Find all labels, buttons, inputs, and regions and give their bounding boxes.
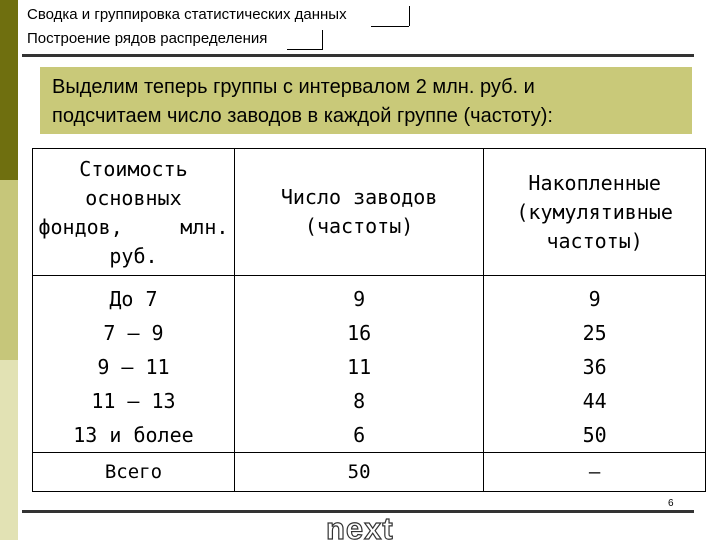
table-row bbox=[33, 418, 706, 453]
frequency-cell: 8 bbox=[234, 384, 483, 418]
decor-bar-top bbox=[0, 0, 18, 180]
frequency-cell: 9 bbox=[234, 276, 483, 317]
header-cell-frequency: Число заводов (частоты) bbox=[234, 149, 483, 276]
page-number: 6 bbox=[668, 498, 674, 509]
cumulative-cell: 25 bbox=[484, 316, 706, 350]
header-divider-2 bbox=[322, 30, 323, 50]
table-row bbox=[33, 276, 706, 317]
decor-bar-bottom bbox=[0, 360, 18, 540]
decor-bar-middle bbox=[0, 180, 18, 360]
header-cell-cumulative: Накопленные (кумулятивные частоты) bbox=[484, 149, 706, 276]
header-divider-1 bbox=[409, 6, 410, 26]
range-cell: 7 – 9 bbox=[33, 316, 235, 350]
frequency-cell: 16 bbox=[234, 316, 483, 350]
frequency-cell: 6 bbox=[234, 418, 483, 453]
range-cell: 13 и более bbox=[33, 418, 235, 453]
total-label-cell: Всего bbox=[33, 453, 235, 492]
cumulative-cell: 36 bbox=[484, 350, 706, 384]
total-cumulative-cell: – bbox=[484, 453, 706, 492]
range-cell: 9 – 11 bbox=[33, 350, 235, 384]
cumulative-cell: 9 bbox=[484, 276, 706, 317]
header-title-line2: Построение рядов распределения bbox=[27, 30, 268, 47]
cumulative-cell: 44 bbox=[484, 384, 706, 418]
next-button[interactable]: next bbox=[326, 511, 394, 546]
callout-line1: Выделим теперь группы с интервалом 2 млн. руб. и bbox=[52, 76, 535, 98]
table-total-row bbox=[33, 453, 706, 492]
range-cell: До 7 bbox=[33, 276, 235, 317]
header-underline-1 bbox=[371, 26, 409, 27]
table-row bbox=[33, 350, 706, 384]
table-row bbox=[33, 384, 706, 418]
cumulative-cell: 50 bbox=[484, 418, 706, 453]
callout-line2: подсчитаем число заводов в каждой группе (частоту): bbox=[52, 105, 553, 127]
header-title-line1: Сводка и группировка статистических данных bbox=[27, 6, 347, 23]
distribution-table bbox=[32, 148, 706, 492]
total-frequency-cell: 50 bbox=[234, 453, 483, 492]
frequency-cell: 11 bbox=[234, 350, 483, 384]
range-cell: 11 – 13 bbox=[33, 384, 235, 418]
header-underline-2 bbox=[287, 49, 322, 50]
header-cell-fixed-assets: Стоимость основных фондов, млн. руб. bbox=[33, 149, 235, 276]
top-rule bbox=[22, 54, 694, 57]
table-header-row bbox=[33, 149, 706, 276]
table-row bbox=[33, 316, 706, 350]
callout-box bbox=[40, 67, 692, 134]
